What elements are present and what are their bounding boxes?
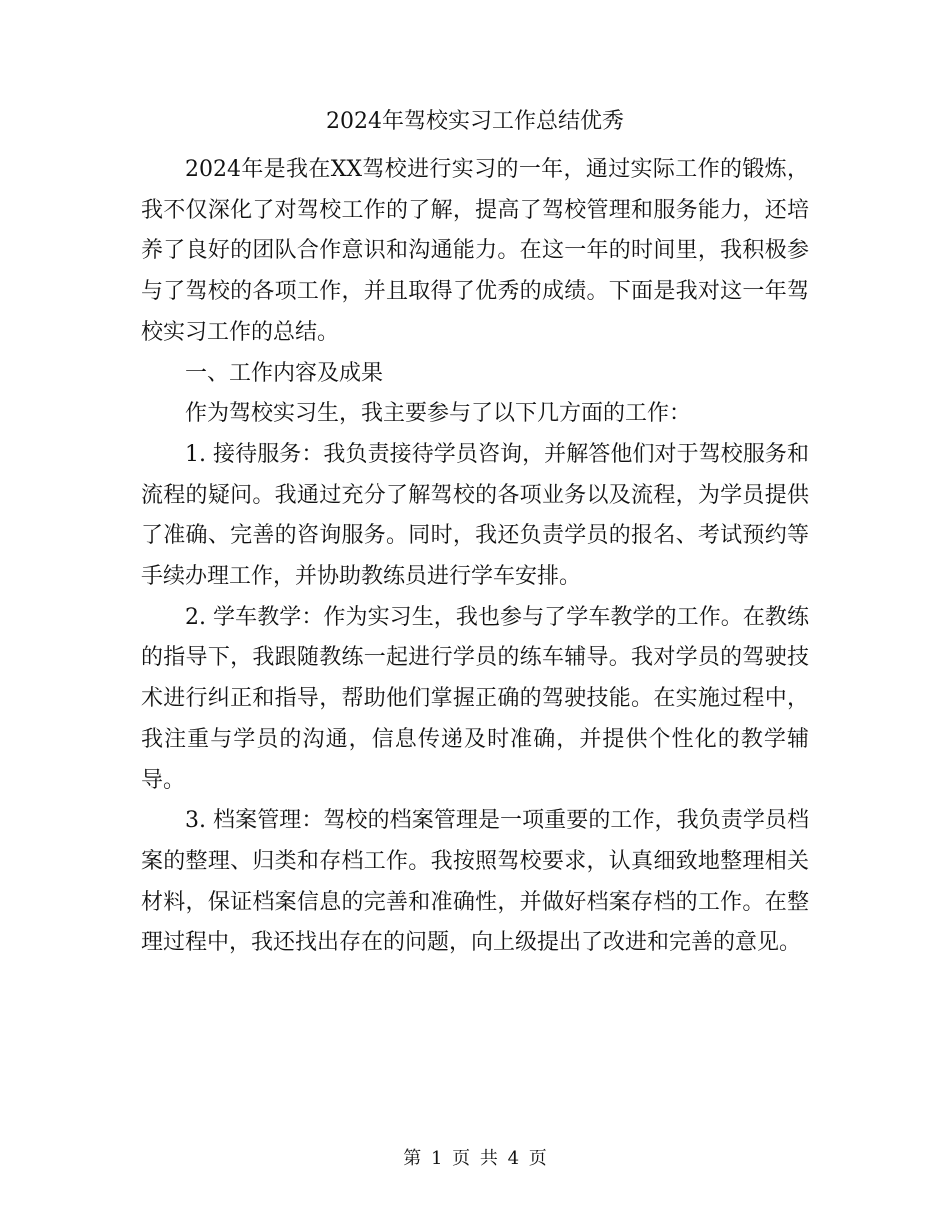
paragraph-item-3: 3. 档案管理：驾校的档案管理是一项重要的工作，我负责学员档案的整理、归类和存档工作。我按照驾校要求，认真细致地整理相关材料，保证档案信息的完善和准确性，并做好档案存档的工作。在整理过程中，我还找出存在的问题，向上级提出了改进和完善的意见。	[141, 808, 809, 956]
section-heading: 一、工作内容及成果	[185, 360, 384, 386]
paragraph-item-2: 2. 学车教学：作为实习生，我也参与了学车教学的工作。在教练的指导下，我跟随教练一起进行学员的练车辅导。我对学员的驾驶技术进行纠正和指导，帮助他们掌握正确的驾驶技能。在实施过程中，我注重与学员的沟通，信息传递及时准确，并提供个性化的教学辅导。	[141, 604, 809, 793]
paragraph-lead: 作为驾校实习生，我主要参与了以下几方面的工作：	[185, 401, 692, 427]
document-body	[141, 150, 809, 964]
document-title: 2024年驾校实习工作总结优秀	[326, 109, 624, 134]
page-number-footer: 第 1 页 共 4 页	[403, 1148, 547, 1169]
paragraph-intro: 2024年是我在XX驾校进行实习的一年，通过实际工作的锻炼，我不仅深化了对驾校工作的了解，提高了驾校管理和服务能力，还培养了良好的团队合作意识和沟通能力。在这一年的时间里，我积极参与了驾校的各项工作，并且取得了优秀的成绩。下面是我对这一年驾校实习工作的总结。	[141, 157, 809, 345]
paragraph-item-1: 1. 接待服务：我负责接待学员咨询，并解答他们对于驾校服务和流程的疑问。我通过充分了解驾校的各项业务以及流程，为学员提供了准确、完善的咨询服务。同时，我还负责学员的报名、考试预约等手续办理工作，并协助教练员进行学车安排。	[141, 441, 809, 590]
